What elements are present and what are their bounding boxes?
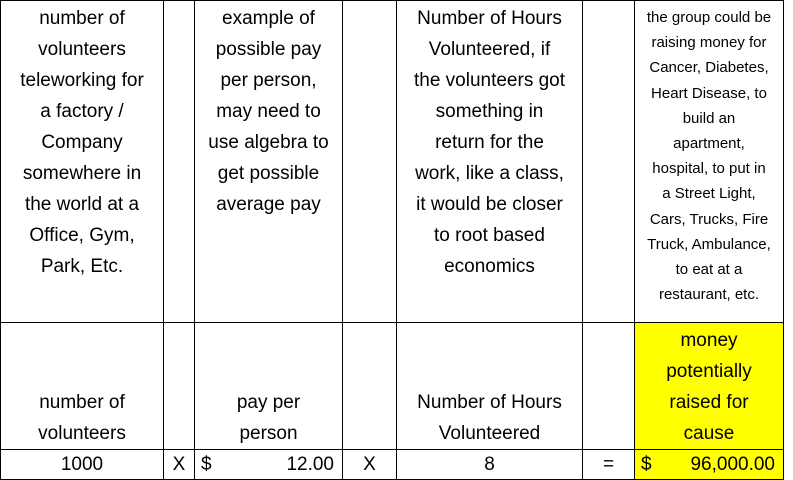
volunteers-label-cell[interactable]: [1, 323, 164, 450]
volunteers-value-cell[interactable]: [1, 450, 164, 480]
empty-cell[interactable]: [343, 1, 397, 323]
empty-cell[interactable]: [583, 323, 635, 450]
equals-sign-cell[interactable]: [583, 450, 635, 480]
money-label-cell[interactable]: [635, 323, 784, 450]
volunteers-description: number of volunteers teleworking for a factory / Company somewhere in the world at a Office, Gym, Park, Etc.: [20, 8, 144, 277]
hours-description: Number of Hours Volunteered, if the volunteers got something in return for the work, like a class, it would be closer to root based economics: [413, 8, 566, 277]
money-label: money potentially raised for cause: [666, 330, 752, 444]
multiply-sign: X: [172, 454, 186, 475]
pay-label-cell[interactable]: [195, 323, 343, 450]
multiply-sign-cell[interactable]: [164, 450, 195, 480]
money-amount: 96,000.00: [690, 454, 775, 475]
cause-description: the group could be raising money for Cancer, Diabetes, Heart Disease, to build an apartment, hospital, to put in a Street Light, Cars, Trucks, Fire Truck, Ambulance, to eat at a restaurant, etc.: [646, 9, 772, 304]
pay-value-cell[interactable]: [195, 450, 343, 480]
hours-label-cell[interactable]: [397, 323, 583, 450]
money-value-cell[interactable]: [635, 450, 784, 480]
volunteers-label: number of volunteers: [38, 392, 126, 444]
pay-label: pay per person: [236, 392, 301, 444]
hours-value: 8: [484, 454, 495, 475]
empty-cell[interactable]: [164, 1, 195, 323]
pay-description-cell[interactable]: [195, 1, 343, 323]
empty-cell[interactable]: [583, 1, 635, 323]
equals-sign: =: [602, 454, 615, 475]
multiply-sign: X: [363, 454, 376, 475]
pay-currency-symbol: $: [201, 454, 212, 475]
money-value: [635, 450, 783, 479]
money-currency-symbol: $: [641, 454, 652, 475]
cause-description-cell[interactable]: [635, 1, 784, 323]
pay-value: [195, 450, 342, 479]
hours-description-cell[interactable]: [397, 1, 583, 323]
hours-value-cell[interactable]: [397, 450, 583, 480]
empty-cell[interactable]: [164, 323, 195, 450]
multiply-sign-cell[interactable]: [343, 450, 397, 480]
empty-cell[interactable]: [343, 323, 397, 450]
hours-label: Number of Hours Volunteered: [417, 392, 562, 444]
volunteers-value: 1000: [60, 454, 104, 475]
volunteers-description-cell[interactable]: [1, 1, 164, 323]
pay-amount: 12.00: [286, 454, 334, 475]
pay-description: example of possible pay per person, may need to use algebra to get possible average pay: [208, 8, 329, 215]
